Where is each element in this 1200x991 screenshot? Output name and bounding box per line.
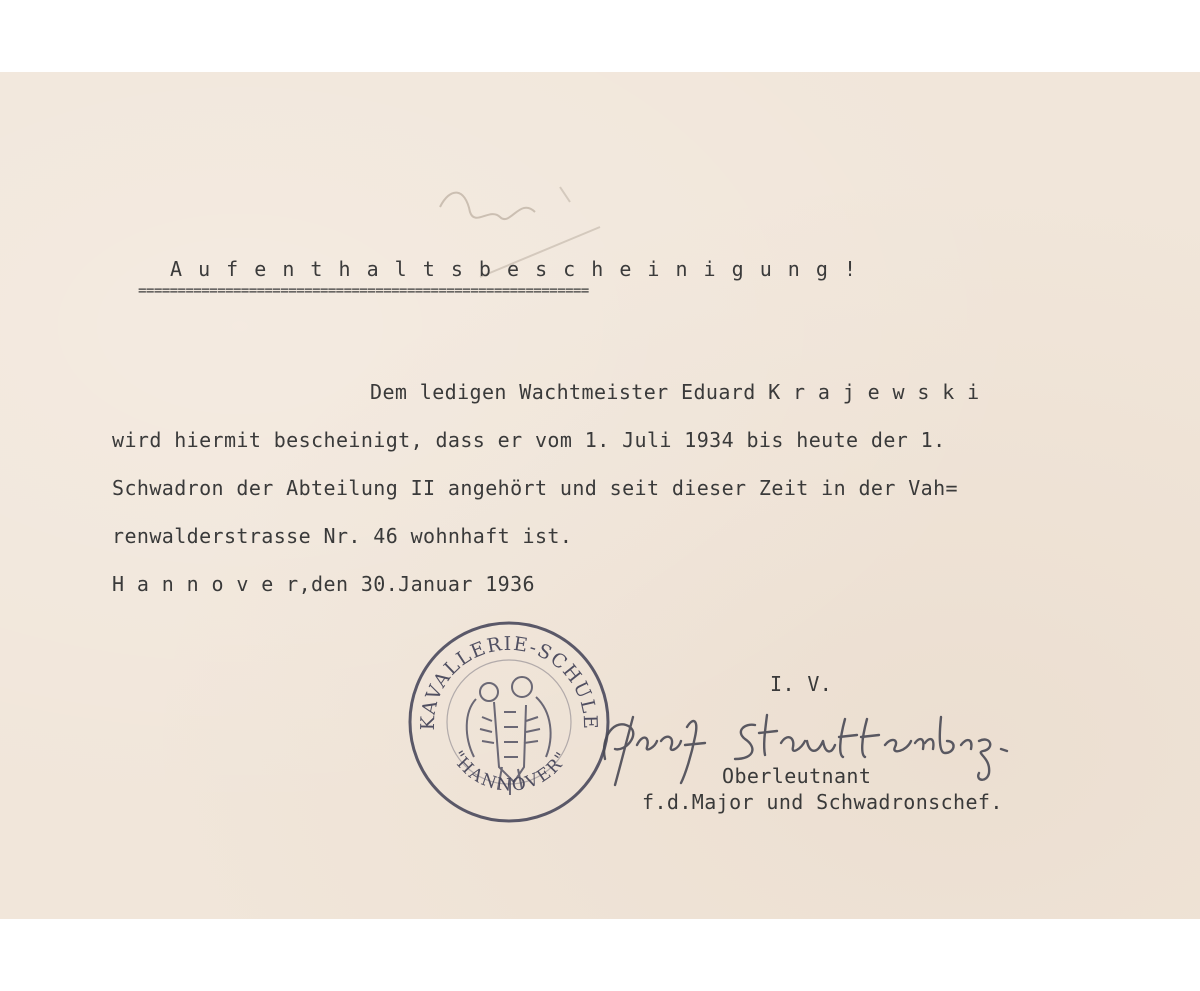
document-title: A u f e n t h a l t s b e s c h e i n i g u n g ! — [170, 257, 859, 281]
official-stamp-icon — [404, 617, 614, 827]
signatory-role: f.d.Major und Schwadronschef. — [642, 790, 1003, 814]
paper-sheet — [0, 72, 1200, 919]
place-date-line: H a n n o v e r,den 30.Januar 1936 — [112, 572, 535, 596]
stamp-bottom-text: "HANNOVER" — [446, 747, 574, 796]
body-line-3: Schwadron der Abteilung II angehört und seit dieser Zeit in der Vah= — [112, 476, 958, 500]
stamp-top-text: KAVALLERIE-SCHULE — [416, 632, 602, 731]
title-underline: ========================================================= — [138, 283, 589, 299]
body-line-4: renwalderstrasse Nr. 46 wohnhaft ist. — [112, 524, 573, 548]
signatory-rank: Oberleutnant — [722, 764, 872, 788]
body-line-2: wird hiermit bescheinigt, dass er vom 1. Juli 1934 bis heute der 1. — [112, 428, 946, 452]
iv-label: I. V. — [770, 672, 833, 696]
body-line-1: Dem ledigen Wachtmeister Eduard K r a j e w s k i — [370, 380, 980, 404]
